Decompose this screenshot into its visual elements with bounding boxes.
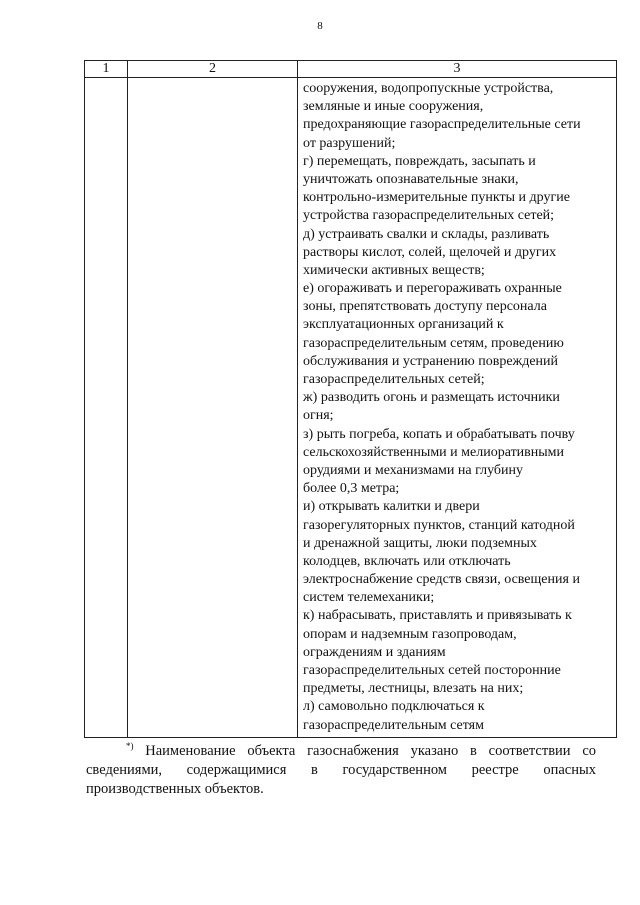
text-line: контрольно-измерительные пункты и другие (303, 190, 570, 206)
text-line: более 0,3 метра; (303, 481, 400, 497)
text-line: химически активных веществ; (303, 262, 485, 278)
text-line: систем телемеханики; (303, 590, 435, 606)
text-line: уничтожать опознавательные знаки, (303, 171, 519, 187)
text-line: от разрушений; (303, 135, 396, 151)
text-line: и) открывать калитки и двери (303, 499, 480, 515)
text-line: газорегуляторных пунктов, станций катодной (303, 517, 575, 533)
text-line: газораспределительным сетям, проведению (303, 335, 564, 351)
column-header-1: 1 (85, 61, 128, 78)
page-number: 8 (317, 20, 323, 32)
footnote (86, 737, 596, 799)
text-line: предметы, лестницы, влезать на них; (303, 681, 524, 697)
text-line: устройства газораспределительных сетей; (303, 208, 555, 224)
text-line: г) перемещать, повреждать, засыпать и (303, 153, 536, 169)
text-line: е) огораживать и перегораживать охранные (303, 281, 562, 297)
text-line: д) устраивать свалки и склады, разливать (303, 226, 550, 242)
text-line: зоны, препятствовать доступу персонала (303, 299, 547, 315)
text-line: сельскохозяйственными и мелиоративными (303, 444, 565, 460)
text-line: эксплуатационных организаций к (303, 317, 504, 333)
text-line: з) рыть погреба, копать и обрабатывать почву (303, 426, 575, 442)
text-line: ж) разводить огонь и размещать источники (303, 390, 560, 406)
text-line: растворы кислот, солей, щелочей и других (303, 244, 557, 260)
column-header-2: 2 (128, 61, 298, 78)
text-line: газораспределительным сетям (303, 717, 484, 733)
text-line: огня; (303, 408, 334, 424)
table-header-row (85, 61, 617, 78)
text-line: газораспределительных сетей; (303, 372, 485, 387)
text-line: орудиями и механизмами на глубину (303, 462, 524, 478)
content-table (84, 60, 617, 738)
footnote-line-text: Наименование объекта газоснабжения указано в соответствии со (145, 743, 597, 759)
footnote-line: сведениями, содержащимися в государственном реестре опасных (86, 762, 596, 778)
table-row (85, 78, 617, 738)
table-cell-col1 (85, 78, 128, 738)
text-line: и дренажной защиты, люки подземных (303, 535, 537, 551)
text-line: колодцев, включать или отключать (303, 553, 511, 569)
text-line: к) набрасывать, приставлять и привязывать к (303, 608, 572, 624)
text-line: предохраняющие газораспределительные сети (303, 117, 581, 133)
text-line: электроснабжение средств связи, освещения и (303, 572, 580, 588)
text-line: газораспределительных сетей посторонние (303, 663, 561, 678)
text-line: сооружения, водопропускные устройства, (303, 81, 554, 96)
footnote-line: производственных объектов. (86, 781, 264, 797)
text-line: опорам и надземным газопроводам, (303, 626, 517, 642)
text-line: л) самовольно подключаться к (303, 699, 485, 715)
table-cell-col3 (298, 78, 617, 738)
text-line: земляные и иные сооружения, (303, 99, 484, 115)
column-header-3: 3 (298, 61, 617, 78)
text-line: обслуживания и устранению повреждений (303, 353, 559, 369)
footnote-line (86, 737, 596, 761)
text-line: ограждениям и зданиям (303, 644, 446, 660)
restrictions-text (298, 78, 616, 737)
footnote-marker: *) (126, 741, 134, 751)
table-cell-col2 (128, 78, 298, 738)
